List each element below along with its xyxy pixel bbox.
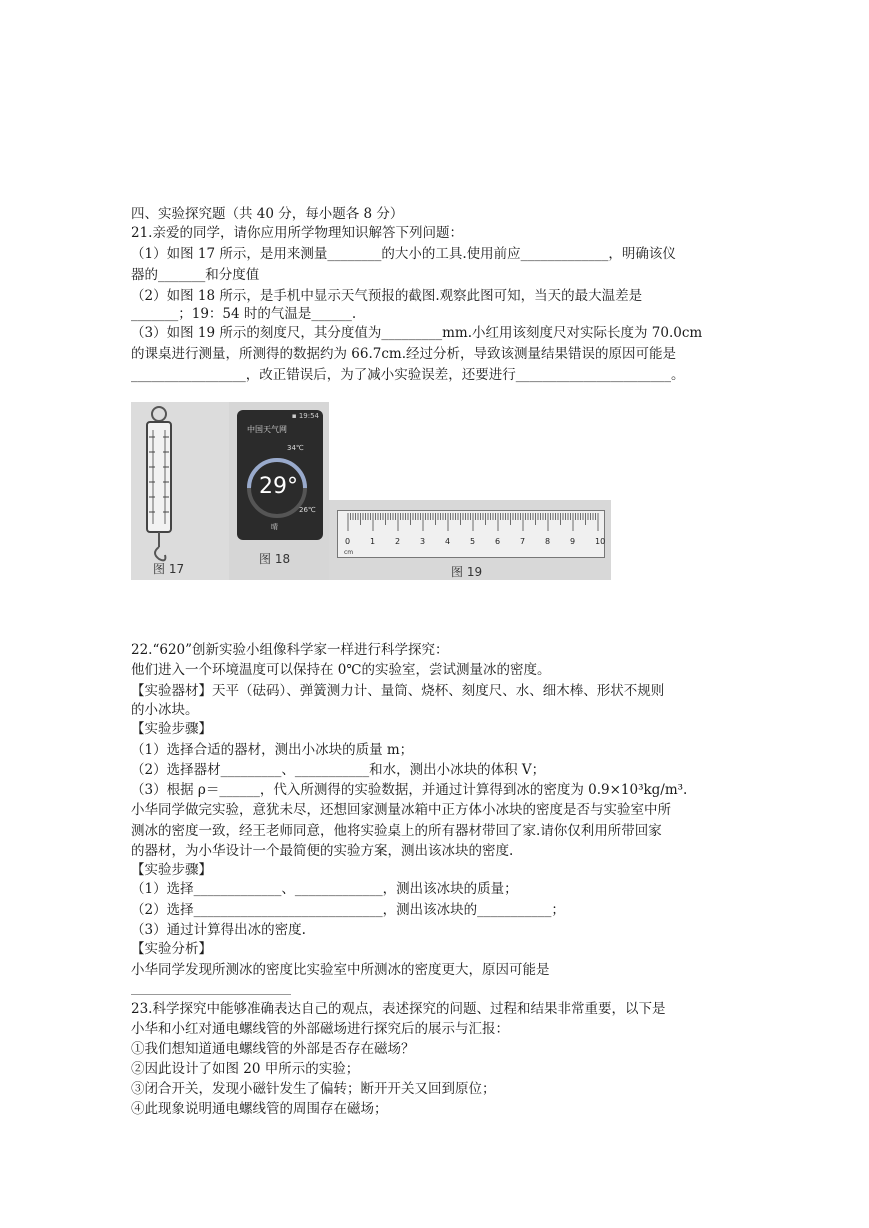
phone-high: 34℃	[287, 444, 304, 452]
q22-line: 22.“620”创新实验小组像科学家一样进行科学探究：	[131, 642, 449, 658]
phone-status: ▪ 19:54	[291, 412, 319, 420]
ruler-number: 4	[445, 537, 451, 546]
fig17-label: 图 17	[153, 562, 185, 576]
q22-line: （3）通过计算得出冰的密度.	[131, 922, 306, 938]
ruler-number: 10	[595, 537, 606, 546]
ruler-number: 1	[370, 537, 376, 546]
phone-screen	[237, 410, 323, 540]
ruler-number: 9	[570, 537, 576, 546]
q22-line: （1）选择合适的器材，测出小冰块的质量 m；	[131, 742, 414, 758]
figure-19-ruler	[329, 500, 611, 580]
q22-line: 小华同学做完实验，意犹未尽，还想回家测量冰箱中正方体小冰块的密度是否与实验室中所	[131, 802, 671, 818]
phone-temp: 29°	[259, 474, 298, 499]
q22-line: （2）选择器材_________、___________和水，测出小冰块的体积 V；	[131, 762, 546, 778]
ruler-number: 7	[520, 537, 526, 546]
q22-line: 【实验分析】	[131, 941, 212, 957]
q22-line: 【实验步骤】	[131, 721, 212, 737]
q21-line: （2）如图 18 所示，是手机中显示天气预报的截图.观察此图可知，当天的最大温差是	[131, 288, 643, 304]
q22-line: 测冰的密度一致，经王老师同意，他将实验桌上的所有器材带回了家.请你仅利用所带回家	[131, 823, 662, 839]
figure-18-weather-phone	[229, 402, 329, 580]
ruler-number: 6	[495, 537, 501, 546]
q23-line: 23.科学探究中能够准确表达自己的观点，表述探究的问题、过程和结果非常重要，以下是	[131, 1001, 666, 1017]
q22-line: 【实验器材】天平（砝码）、弹簧测力计、量筒、烧杯、刻度尺、水、细木棒、形状不规则	[131, 683, 665, 699]
q22-line: 他们进入一个环境温度可以保持在 0℃的实验室，尝试测量冰的密度。	[131, 662, 551, 678]
q23-line: ②因此设计了如图 20 甲所示的实验；	[131, 1061, 360, 1077]
ruler-number: 3	[420, 537, 426, 546]
q22-line: （3）根据 ρ＝______，代入所测得的实验数据，并通过计算得到冰的密度为 0.9×10³kg/m³.	[131, 782, 688, 798]
q22-line: 的器材，为小华设计一个最简便的实验方案，测出该冰块的密度.	[131, 843, 514, 859]
ruler-number: 0	[345, 537, 351, 546]
q21-line: 21.亲爱的同学，请你应用所学物理知识解答下列问题：	[131, 225, 463, 241]
q23-line: ④此现象说明通电螺线管的周围存在磁场；	[131, 1101, 388, 1117]
q23-line: ①我们想知道通电螺线管的外部是否存在磁场？	[131, 1041, 415, 1057]
figure-17-spring-scale	[131, 402, 229, 580]
q21-line: （1）如图 17 所示，是用来测量________的大小的工具.使用前应_____________，明确该仪	[131, 246, 676, 262]
q21-line: _______；19：54 时的气温是______.	[131, 306, 357, 322]
q23-line: 小华和小红对通电螺线管的外部磁场进行探究后的展示与汇报：	[131, 1021, 509, 1037]
q21-line: _________________，改正错误后，为了减小实验误差，还要进行_______________________。	[131, 367, 685, 383]
q22-line: 的小冰块。	[131, 702, 199, 718]
q21-line: （3）如图 19 所示的刻度尺，其分度值为_________mm.小红用该刻度尺对实际长度为 70.0cm	[131, 325, 703, 341]
phone-low: 26℃	[299, 506, 316, 514]
q23-line: ③闭合开关，发现小磁针发生了偏转；断开开关又回到原位；	[131, 1081, 496, 1097]
phone-title: 中国天气网	[247, 425, 287, 434]
section-title: 四、实验探究题（共 40 分，每小题各 8 分）	[131, 206, 404, 222]
ruler-number: 8	[545, 537, 551, 546]
ruler-number: 2	[395, 537, 401, 546]
ruler-body	[337, 510, 605, 558]
phone-condition: 晴	[271, 523, 278, 531]
ruler-unit: cm	[344, 549, 354, 556]
fig19-label: 图 19	[451, 565, 483, 579]
q22-line: 小华同学发现所测冰的密度比实验室中所测冰的密度更大，原因可能是	[131, 962, 550, 978]
q21-line: 的课桌进行测量，所测得的数据约为 66.7cm.经过分析，导致该测量结果错误的原因可能是	[131, 346, 677, 362]
fig18-label: 图 18	[259, 552, 291, 566]
q21-line: 器的_______和分度值	[131, 267, 260, 283]
q22-answer-blank	[131, 994, 291, 995]
ruler-number: 5	[470, 537, 476, 546]
q22-line: 【实验步骤】	[131, 862, 212, 878]
q22-line: （1）选择_____________、_____________，测出该冰块的质量；	[131, 881, 518, 897]
q22-line: （2）选择____________________________，测出该冰块的___________；	[131, 902, 565, 918]
spring-scale-icon	[131, 402, 229, 580]
